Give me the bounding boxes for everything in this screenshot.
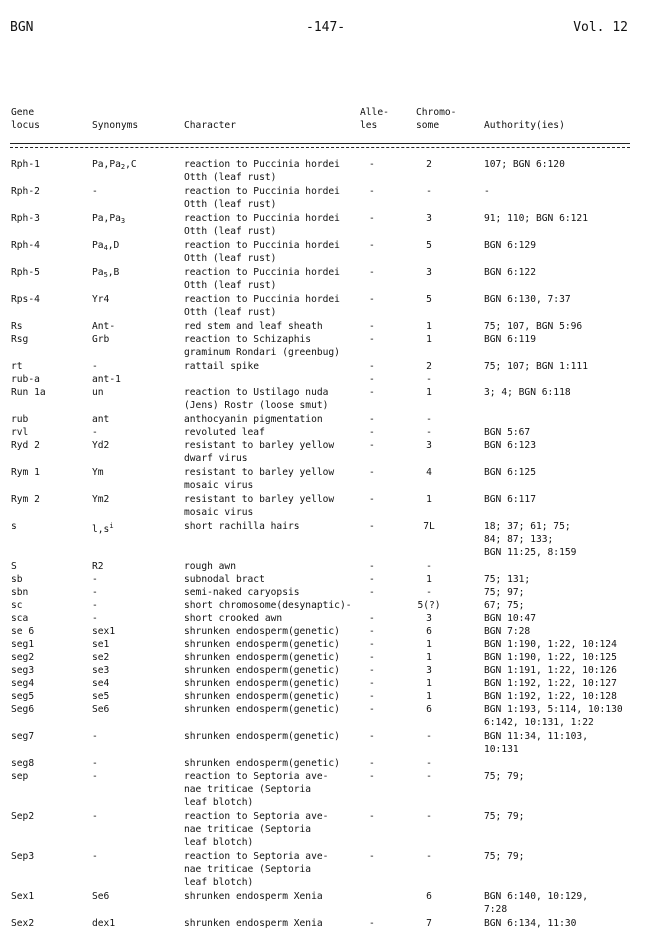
chromosome-cell: - bbox=[426, 758, 432, 769]
synonyms-cell: Ym2 bbox=[92, 494, 110, 505]
alleles-cell: - bbox=[369, 704, 375, 715]
synonyms-cell: - bbox=[92, 771, 98, 782]
synonyms-cell: Ym bbox=[92, 467, 104, 478]
authorities-cell: 75; 79; bbox=[484, 771, 525, 782]
alleles-cell: - bbox=[369, 494, 375, 505]
character-cell: shrunken endosperm(genetic) bbox=[184, 665, 340, 676]
table-row bbox=[0, 917, 654, 930]
alleles-cell: - bbox=[369, 731, 375, 742]
synonyms-cell: un bbox=[92, 387, 104, 398]
authorities-cell: BGN 6:134, 11:30 bbox=[484, 918, 577, 929]
character-cell: reaction to Puccinia hordei Otth (leaf rust) bbox=[184, 267, 340, 291]
authorities-cell: BGN 6:129 bbox=[484, 240, 536, 251]
chromosome-cell: 6 bbox=[426, 891, 432, 902]
character-cell: short rachilla hairs bbox=[184, 521, 300, 532]
synonyms-cell: Yd2 bbox=[92, 440, 110, 451]
gene-locus-cell: Ryd 2 bbox=[11, 440, 40, 451]
alleles-cell: - bbox=[369, 414, 375, 425]
alleles-cell: - bbox=[369, 267, 375, 278]
chromosome-cell: - bbox=[426, 186, 432, 197]
gene-locus-cell: seg4 bbox=[11, 678, 35, 689]
chromosome-cell: 6 bbox=[426, 626, 432, 637]
synonyms-cell: Yr4 bbox=[92, 294, 110, 305]
authorities-cell: 75; 79; bbox=[484, 851, 525, 862]
synonyms-cell: se4 bbox=[92, 678, 110, 689]
character-cell: reaction to Ustilago nuda (Jens) Rostr (loose smut) bbox=[184, 387, 329, 411]
synonyms-cell: - bbox=[92, 600, 98, 611]
gene-locus-cell: Rph-3 bbox=[11, 213, 40, 224]
table-row bbox=[0, 573, 654, 586]
gene-locus-cell: Rph-1 bbox=[11, 159, 40, 170]
authorities-cell: 75; 79; bbox=[484, 811, 525, 822]
gene-locus-cell: Sep3 bbox=[11, 851, 35, 862]
synonyms-cell: Se6 bbox=[92, 891, 110, 902]
chromosome-cell: 3 bbox=[426, 267, 432, 278]
authorities-cell: BGN 6:140, 10:129, 7:28 bbox=[484, 891, 588, 915]
table-row bbox=[0, 770, 654, 809]
character-cell: shrunken endosperm(genetic) bbox=[184, 639, 340, 650]
alleles-cell: - bbox=[369, 691, 375, 702]
synonyms-cell: - bbox=[92, 427, 98, 438]
col-alleles: Alle- les bbox=[360, 107, 389, 131]
gene-table bbox=[0, 158, 654, 930]
character-cell: reaction to Septoria ave- nae triticae (Septoria leaf blotch) bbox=[184, 851, 329, 888]
col-character: Character bbox=[184, 120, 236, 131]
alleles-cell: - bbox=[369, 240, 375, 251]
gene-locus-cell: se 6 bbox=[11, 626, 35, 637]
gene-locus-cell: Seg6 bbox=[11, 704, 35, 715]
alleles-cell: - bbox=[369, 521, 375, 532]
character-cell: resistant to barley yellow mosaic virus bbox=[184, 467, 335, 491]
table-row bbox=[0, 638, 654, 651]
alleles-cell: - bbox=[369, 213, 375, 224]
character-cell: shrunken endosperm Xenia bbox=[184, 891, 323, 902]
authorities-cell: 18; 37; 61; 75; 84; 87; 133; BGN 11:25, 8:159 bbox=[484, 521, 577, 558]
gene-locus-cell: s bbox=[11, 521, 17, 532]
authorities-cell: BGN 6:125 bbox=[484, 467, 536, 478]
alleles-cell: - bbox=[369, 440, 375, 451]
chromosome-cell: 1 bbox=[426, 387, 432, 398]
table-row bbox=[0, 386, 654, 412]
table-row bbox=[0, 890, 654, 916]
synonyms-cell: $Pa,Pa_3$ bbox=[92, 213, 126, 225]
table-row bbox=[0, 426, 654, 439]
table-row bbox=[0, 599, 654, 612]
table-row bbox=[0, 333, 654, 359]
table-row bbox=[0, 730, 654, 756]
chromosome-cell: 5 bbox=[426, 240, 432, 251]
authorities-cell: BGN 1:190, 1:22, 10:124 bbox=[484, 639, 617, 650]
chromosome-cell: - bbox=[426, 414, 432, 425]
alleles-cell: - bbox=[369, 334, 375, 345]
gene-locus-cell: rvl bbox=[11, 427, 29, 438]
alleles-cell: - bbox=[369, 186, 375, 197]
authorities-cell: BGN 1:190, 1:22, 10:125 bbox=[484, 652, 617, 663]
chromosome-cell: 1 bbox=[426, 334, 432, 345]
synonyms-cell: se3 bbox=[92, 665, 110, 676]
synonyms-cell: - bbox=[92, 574, 98, 585]
character-cell: shrunken endosperm(genetic) bbox=[184, 704, 340, 715]
gene-locus-cell: Rym 1 bbox=[11, 467, 40, 478]
chromosome-cell: 3 bbox=[426, 665, 432, 676]
authorities-cell: BGN 6:117 bbox=[484, 494, 536, 505]
authorities-cell: BGN 1:191, 1:22, 10:126 bbox=[484, 665, 617, 676]
character-cell: shrunken endosperm(genetic) bbox=[184, 652, 340, 663]
col-authorities: Authority(ies) bbox=[484, 120, 565, 131]
table-row bbox=[0, 703, 654, 729]
character-cell: shrunken endosperm(genetic) bbox=[184, 691, 340, 702]
character-cell: resistant to barley yellow dwarf virus bbox=[184, 440, 335, 464]
chromosome-cell: 1 bbox=[426, 652, 432, 663]
gene-locus-cell: Rps-4 bbox=[11, 294, 40, 305]
character-cell: subnodal bract bbox=[184, 574, 265, 585]
table-row bbox=[0, 266, 654, 292]
header-rule bbox=[10, 143, 630, 144]
character-cell: resistant to barley yellow mosaic virus bbox=[184, 494, 335, 518]
table-row bbox=[0, 185, 654, 211]
authorities-cell: BGN 1:193, 5:114, 10:130 6:142, 10:131, 1:22 bbox=[484, 704, 623, 728]
authorities-cell: BGN 10:47 bbox=[484, 613, 536, 624]
character-cell: reaction to Puccinia hordei Otth (leaf rust) bbox=[184, 186, 340, 210]
authorities-cell: BGN 6:122 bbox=[484, 267, 536, 278]
table-row bbox=[0, 320, 654, 333]
col-synonyms: Synonyms bbox=[92, 120, 139, 131]
alleles-cell: - bbox=[369, 851, 375, 862]
chromosome-cell: 1 bbox=[426, 639, 432, 650]
alleles-cell: - bbox=[369, 387, 375, 398]
chromosome-cell: - bbox=[426, 771, 432, 782]
alleles-cell: - bbox=[369, 574, 375, 585]
authorities-cell: 75; 97; bbox=[484, 587, 525, 598]
character-cell: shrunken endosperm(genetic) bbox=[184, 678, 340, 689]
table-row bbox=[0, 664, 654, 677]
chromosome-cell: 1 bbox=[426, 678, 432, 689]
gene-locus-cell: seg3 bbox=[11, 665, 35, 676]
character-cell: shrunken endosperm(genetic) bbox=[184, 626, 340, 637]
gene-locus-cell: sbn bbox=[11, 587, 29, 598]
chromosome-cell: - bbox=[426, 561, 432, 572]
table-row bbox=[0, 690, 654, 703]
table-row bbox=[0, 373, 654, 386]
col-chromosome: Chromo- some bbox=[416, 107, 457, 131]
character-cell: rattail spike bbox=[184, 361, 260, 372]
chromosome-cell: 7L bbox=[423, 521, 435, 532]
table-row bbox=[0, 625, 654, 638]
character-cell: shrunken endosperm(genetic) bbox=[184, 731, 340, 742]
table-row bbox=[0, 413, 654, 426]
table-row bbox=[0, 466, 654, 492]
table-row bbox=[0, 651, 654, 664]
character-cell: red stem and leaf sheath bbox=[184, 321, 323, 332]
chromosome-cell: 1 bbox=[426, 321, 432, 332]
synonyms-cell: - bbox=[92, 851, 98, 862]
table-row bbox=[0, 757, 654, 770]
authorities-cell: 75; 131; bbox=[484, 574, 531, 585]
alleles-cell: - bbox=[369, 918, 375, 929]
table-row bbox=[0, 158, 654, 184]
gene-locus-cell: Rph-2 bbox=[11, 186, 40, 197]
alleles-cell: - bbox=[369, 321, 375, 332]
chromosome-cell: 3 bbox=[426, 440, 432, 451]
chromosome-cell: - bbox=[426, 811, 432, 822]
table-row bbox=[0, 360, 654, 373]
character-cell: rough awn bbox=[184, 561, 236, 572]
synonyms-cell: R2 bbox=[92, 561, 104, 572]
authorities-cell: 107; BGN 6:120 bbox=[484, 159, 565, 170]
authorities-cell: BGN 6:130, 7:37 bbox=[484, 294, 571, 305]
table-row bbox=[0, 293, 654, 319]
chromosome-cell: 4 bbox=[426, 467, 432, 478]
character-cell: shrunken endosperm Xenia bbox=[184, 918, 323, 929]
synonyms-cell: - bbox=[92, 587, 98, 598]
character-cell: reaction to Schizaphis graminum Rondari (greenbug) bbox=[184, 334, 340, 358]
volume-label: Vol. 12 bbox=[573, 20, 628, 35]
alleles-cell: - bbox=[369, 758, 375, 769]
alleles-cell: - bbox=[369, 652, 375, 663]
gene-locus-cell: Rph-4 bbox=[11, 240, 40, 251]
table-row bbox=[0, 810, 654, 849]
synonyms-cell: $l,s^i$ bbox=[92, 522, 114, 535]
gene-locus-cell: rt bbox=[11, 361, 23, 372]
gene-locus-cell: sca bbox=[11, 613, 29, 624]
synonyms-cell: $Pa,Pa_2,C$ bbox=[92, 159, 137, 171]
character-cell: short chromosome(desynaptic)- bbox=[184, 600, 352, 611]
table-row bbox=[0, 212, 654, 238]
gene-locus-cell: seg5 bbox=[11, 691, 35, 702]
alleles-cell: - bbox=[369, 294, 375, 305]
gene-locus-cell: Run 1a bbox=[11, 387, 46, 398]
authorities-cell: 3; 4; BGN 6:118 bbox=[484, 387, 571, 398]
alleles-cell: - bbox=[369, 771, 375, 782]
table-row bbox=[0, 239, 654, 265]
alleles-cell: - bbox=[369, 587, 375, 598]
table-row bbox=[0, 586, 654, 599]
character-cell: revoluted leaf bbox=[184, 427, 265, 438]
authorities-cell: BGN 6:123 bbox=[484, 440, 536, 451]
character-cell: semi-naked caryopsis bbox=[184, 587, 300, 598]
header-rule-dashed bbox=[10, 147, 630, 148]
gene-locus-cell: rub-a bbox=[11, 374, 40, 385]
alleles-cell: - bbox=[369, 678, 375, 689]
synonyms-cell: dex1 bbox=[92, 918, 116, 929]
gene-locus-cell: rub bbox=[11, 414, 29, 425]
gene-locus-cell: sep bbox=[11, 771, 29, 782]
table-row bbox=[0, 850, 654, 889]
gene-locus-cell: Sex2 bbox=[11, 918, 35, 929]
synonyms-cell: - bbox=[92, 186, 98, 197]
synonyms-cell: - bbox=[92, 361, 98, 372]
gene-locus-cell: S bbox=[11, 561, 17, 572]
character-cell: shrunken endosperm(genetic) bbox=[184, 758, 340, 769]
chromosome-cell: 2 bbox=[426, 159, 432, 170]
authorities-cell: BGN 5:67 bbox=[484, 427, 531, 438]
authorities-cell: 75; 107; BGN 1:111 bbox=[484, 361, 588, 372]
col-gene-locus: Gene locus bbox=[11, 107, 40, 131]
authorities-cell: 91; 110; BGN 6:121 bbox=[484, 213, 588, 224]
gene-locus-cell: Rph-5 bbox=[11, 267, 40, 278]
character-cell: reaction to Septoria ave- nae triticae (Septoria leaf blotch) bbox=[184, 771, 329, 808]
gene-locus-cell: sc bbox=[11, 600, 23, 611]
gene-locus-cell: Sex1 bbox=[11, 891, 35, 902]
chromosome-cell: 3 bbox=[426, 613, 432, 624]
alleles-cell: - bbox=[369, 665, 375, 676]
synonyms-cell: se5 bbox=[92, 691, 110, 702]
gene-locus-cell: Rym 2 bbox=[11, 494, 40, 505]
chromosome-cell: - bbox=[426, 427, 432, 438]
gene-locus-cell: seg1 bbox=[11, 639, 35, 650]
gene-locus-cell: seg2 bbox=[11, 652, 35, 663]
authorities-cell: BGN 11:34, 11:103, 10:131 bbox=[484, 731, 588, 755]
chromosome-cell: 6 bbox=[426, 704, 432, 715]
table-row bbox=[0, 520, 654, 559]
alleles-cell: - bbox=[369, 626, 375, 637]
gene-locus-cell: Sep2 bbox=[11, 811, 35, 822]
authorities-cell: BGN 6:119 bbox=[484, 334, 536, 345]
table-row bbox=[0, 439, 654, 465]
chromosome-cell: 1 bbox=[426, 494, 432, 505]
table-row bbox=[0, 560, 654, 573]
synonyms-cell: ant-1 bbox=[92, 374, 121, 385]
synonyms-cell: - bbox=[92, 811, 98, 822]
character-cell: anthocyanin pigmentation bbox=[184, 414, 323, 425]
chromosome-cell: - bbox=[426, 587, 432, 598]
alleles-cell: - bbox=[369, 467, 375, 478]
gene-locus-cell: Rsg bbox=[11, 334, 29, 345]
chromosome-cell: 7 bbox=[426, 918, 432, 929]
alleles-cell: - bbox=[369, 427, 375, 438]
table-row bbox=[0, 677, 654, 690]
alleles-cell: - bbox=[369, 639, 375, 650]
synonyms-cell: ant bbox=[92, 414, 110, 425]
chromosome-cell: - bbox=[426, 731, 432, 742]
authorities-cell: 75; 107, BGN 5:96 bbox=[484, 321, 583, 332]
chromosome-cell: 5(?) bbox=[417, 600, 441, 611]
character-cell: reaction to Puccinia hordei Otth (leaf rust) bbox=[184, 213, 340, 237]
chromosome-cell: 3 bbox=[426, 213, 432, 224]
table-row bbox=[0, 493, 654, 519]
chromosome-cell: 1 bbox=[426, 574, 432, 585]
authorities-cell: 67; 75; bbox=[484, 600, 525, 611]
gene-locus-cell: seg7 bbox=[11, 731, 35, 742]
synonyms-cell: Se6 bbox=[92, 704, 110, 715]
synonyms-cell: $Pa_4,D$ bbox=[92, 240, 120, 252]
alleles-cell: - bbox=[369, 159, 375, 170]
gene-locus-cell: Rs bbox=[11, 321, 23, 332]
synonyms-cell: - bbox=[92, 758, 98, 769]
character-cell: reaction to Septoria ave- nae triticae (Septoria leaf blotch) bbox=[184, 811, 329, 848]
synonyms-cell: Grb bbox=[92, 334, 110, 345]
character-cell: reaction to Puccinia hordei Otth (leaf rust) bbox=[184, 294, 340, 318]
table-header bbox=[0, 106, 654, 136]
gene-locus-cell: sb bbox=[11, 574, 23, 585]
character-cell: reaction to Puccinia hordei Otth (leaf rust) bbox=[184, 240, 340, 264]
alleles-cell: - bbox=[369, 561, 375, 572]
authorities-cell: BGN 1:192, 1:22, 10:128 bbox=[484, 691, 617, 702]
alleles-cell: - bbox=[369, 361, 375, 372]
character-cell: reaction to Puccinia hordei Otth (leaf rust) bbox=[184, 159, 340, 183]
chromosome-cell: - bbox=[426, 851, 432, 862]
synonyms-cell: $Pa_5,B$ bbox=[92, 267, 120, 279]
chromosome-cell: 5 bbox=[426, 294, 432, 305]
alleles-cell: - bbox=[369, 811, 375, 822]
chromosome-cell: 2 bbox=[426, 361, 432, 372]
chromosome-cell: 1 bbox=[426, 691, 432, 702]
synonyms-cell: - bbox=[92, 731, 98, 742]
authorities-cell: BGN 7:28 bbox=[484, 626, 531, 637]
authorities-cell: BGN 1:192, 1:22, 10:127 bbox=[484, 678, 617, 689]
page-header bbox=[10, 20, 628, 38]
synonyms-cell: se2 bbox=[92, 652, 110, 663]
synonyms-cell: Ant- bbox=[92, 321, 116, 332]
synonyms-cell: se1 bbox=[92, 639, 110, 650]
journal-abbrev: BGN bbox=[10, 20, 34, 35]
gene-locus-cell: seg8 bbox=[11, 758, 35, 769]
alleles-cell: - bbox=[369, 374, 375, 385]
authorities-cell: - bbox=[484, 186, 490, 197]
character-cell: short crooked awn bbox=[184, 613, 283, 624]
alleles-cell: - bbox=[369, 613, 375, 624]
page-number: -147- bbox=[306, 20, 346, 35]
synonyms-cell: sex1 bbox=[92, 626, 116, 637]
table-row bbox=[0, 612, 654, 625]
synonyms-cell: - bbox=[92, 613, 98, 624]
chromosome-cell: - bbox=[426, 374, 432, 385]
